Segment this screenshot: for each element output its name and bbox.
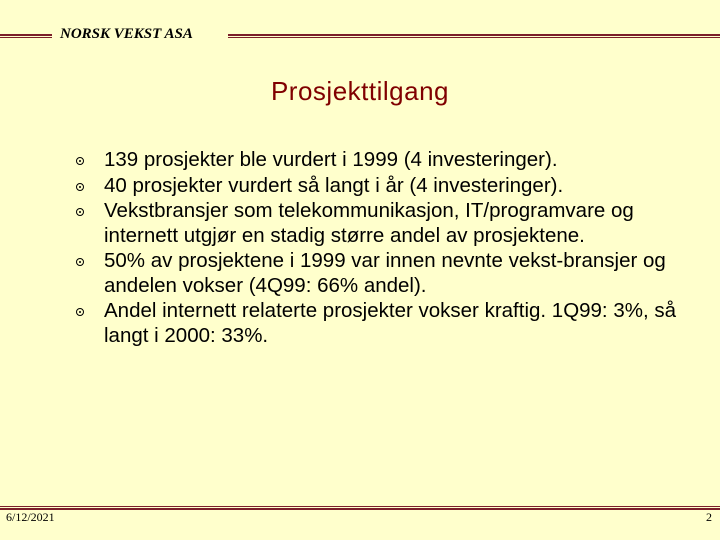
company-name: NORSK VEKST ASA — [60, 26, 193, 42]
bullet-item — [76, 174, 676, 199]
bullet-item — [76, 148, 676, 173]
header-rule-right — [228, 34, 720, 38]
slide-title: Prosjekttilgang — [270, 76, 450, 106]
bullet-list — [76, 148, 676, 349]
footer-date: 6/12/2021 — [6, 510, 55, 524]
page-number: 2 — [706, 510, 712, 524]
bullet-icon — [76, 208, 84, 216]
bullet-text: Andel internett relaterte prosjekter vokser kraftig. 1Q99: 3%, så langt i 2000: 33%. — [104, 299, 676, 347]
bullet-icon — [76, 157, 84, 165]
bullet-item — [76, 249, 676, 298]
bullet-item — [76, 299, 676, 348]
slide-footer — [0, 498, 720, 528]
bullet-text: Vekstbransjer som telekommunikasjon, IT/programvare og internett utgjør en stadig større andel av prosjektene. — [104, 199, 634, 247]
bullet-item — [76, 199, 676, 248]
bullet-icon — [76, 308, 84, 316]
bullet-icon — [76, 183, 84, 191]
bullet-text: 50% av prosjektene i 1999 var innen nevnte vekst-bransjer og andelen vokser (4Q99: 66% andel). — [104, 249, 666, 297]
bullet-icon — [76, 258, 84, 266]
footer-rule — [0, 506, 720, 510]
header-rule-left — [0, 34, 52, 38]
slide-header — [0, 24, 720, 50]
bullet-text: 40 prosjekter vurdert så langt i år (4 investeringer). — [104, 173, 564, 197]
bullet-text: 139 prosjekter ble vurdert i 1999 (4 investeringer). — [104, 148, 558, 171]
